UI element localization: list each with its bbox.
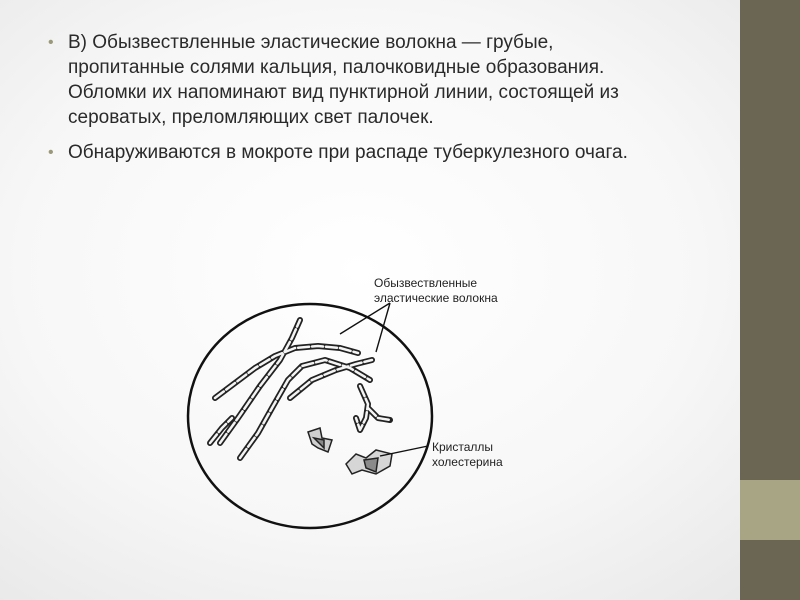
- label-line: Кристаллы: [432, 440, 494, 454]
- bullet-dot-icon: •: [48, 144, 54, 161]
- bullet-item: [44, 30, 664, 130]
- field-of-view-circle: [188, 304, 432, 528]
- microscope-field-illustration: [180, 268, 560, 568]
- side-accent-block: [740, 480, 800, 540]
- label-line: Обызвествленные: [374, 276, 478, 290]
- cholesterol-crystals: [308, 428, 392, 474]
- label-cholesterol-crystals: [432, 440, 503, 470]
- bullet-text: В) Обызвествленные эластические волокна — грубые, пропитанные солями кальция, палочковидные образования. Обломки их напоминают вид пунктирной линии, состоящей из сероватых, преломляющих свет палочек.: [68, 32, 619, 128]
- bullet-text: Обнаруживаются в мокроте при распаде туберкулезного очага.: [68, 142, 628, 163]
- crystal-leader-line: [380, 446, 428, 456]
- microscope-figure: [180, 268, 560, 568]
- elastic-fibers: [210, 320, 390, 458]
- label-line: холестерина: [432, 455, 503, 469]
- bullet-list: [44, 30, 664, 175]
- bullet-dot-icon: •: [48, 34, 54, 51]
- label-line: эластические волокна: [374, 291, 498, 305]
- label-elastic-fibers: [374, 276, 498, 306]
- bullet-item: [44, 140, 664, 165]
